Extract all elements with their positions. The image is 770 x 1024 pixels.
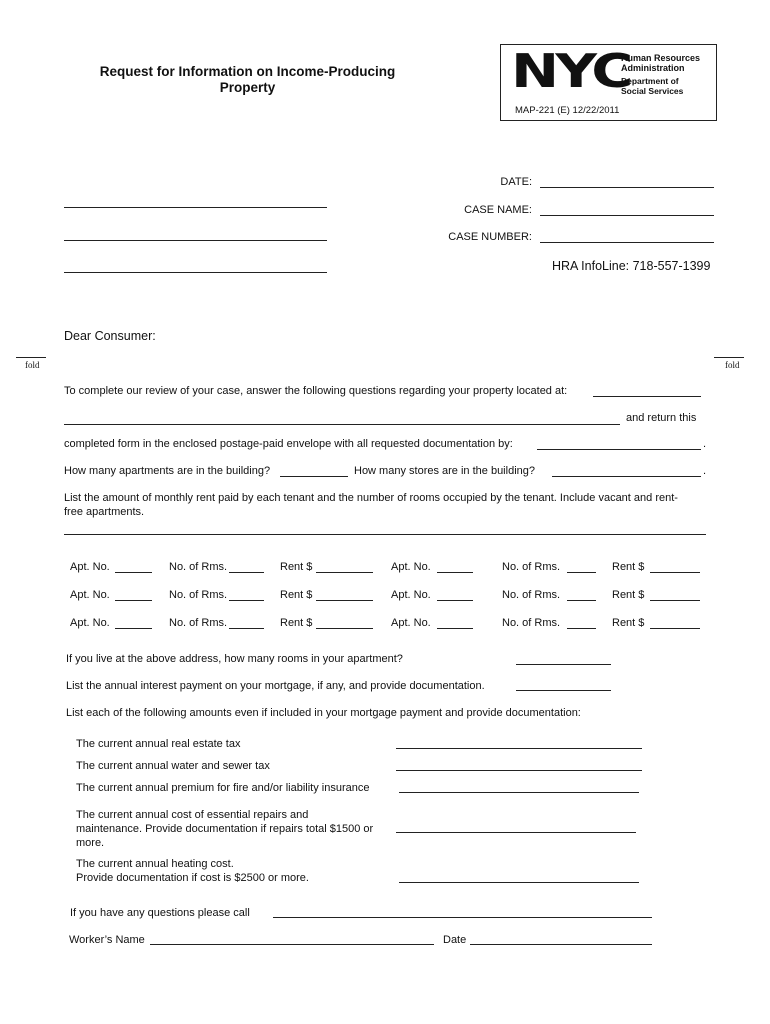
tenant-rooms-field[interactable] xyxy=(229,628,264,629)
form-code: MAP-221 (E) 12/22/2011 xyxy=(515,105,620,116)
tenant-rooms-label: No. of Rms. xyxy=(169,589,228,601)
apartments-count-field[interactable] xyxy=(280,476,348,477)
tenant-rooms-field[interactable] xyxy=(567,628,596,629)
tenant-rent-label: Rent $ xyxy=(280,617,313,629)
tenant-rent-field[interactable] xyxy=(316,628,373,629)
tenant-rent-field[interactable] xyxy=(650,572,700,573)
fold-mark-right xyxy=(714,357,744,358)
hra-logo-box xyxy=(500,44,717,121)
tenant-rooms-field[interactable] xyxy=(229,572,264,573)
fold-label-right: fold xyxy=(725,360,740,370)
heating-label-line1: The current annual heating cost. xyxy=(76,858,234,870)
rooms-if-live-field[interactable] xyxy=(516,664,611,665)
tenant-apt-no-label: Apt. No. xyxy=(70,617,110,629)
date-label: DATE: xyxy=(500,176,532,188)
tenant-rooms-label: No. of Rms. xyxy=(169,617,228,629)
water-sewer-tax-field[interactable] xyxy=(396,770,642,771)
tenant-rent-field[interactable] xyxy=(650,600,700,601)
list-instruction-line2: free apartments. xyxy=(64,506,145,518)
period-2: . xyxy=(703,465,707,477)
tenant-apt-no-label: Apt. No. xyxy=(70,589,110,601)
repairs-label-line2: maintenance. Provide documentation if repairs total $1500 or xyxy=(76,823,374,835)
case-name-field[interactable] xyxy=(540,215,714,216)
intro-text-1: To complete our review of your case, answer the following questions regarding your property located at: xyxy=(64,385,568,397)
tenant-rooms-label: No. of Rms. xyxy=(502,589,561,601)
agency-name xyxy=(621,53,700,73)
infoline-text: HRA InfoLine: 718-557-1399 xyxy=(552,259,711,273)
footer-date-label: Date xyxy=(443,934,467,946)
tenant-rent-field[interactable] xyxy=(316,572,373,573)
tenant-rent-label: Rent $ xyxy=(612,617,645,629)
tenant-apt-no-label: Apt. No. xyxy=(391,617,431,629)
agency-line2: Administration xyxy=(621,63,685,73)
water-sewer-tax-label: The current annual water and sewer tax xyxy=(76,760,270,772)
return-by-date-field[interactable] xyxy=(537,449,701,450)
tenant-apt-no-field[interactable] xyxy=(437,628,473,629)
rooms-if-live-question: If you live at the above address, how many rooms in your apartment? xyxy=(66,653,403,665)
tenant-rent-field[interactable] xyxy=(316,600,373,601)
intro-text-3: completed form in the enclosed postage-paid envelope with all requested documentation by: xyxy=(64,438,513,450)
case-name-label: CASE NAME: xyxy=(464,204,532,216)
heating-field[interactable] xyxy=(399,882,639,883)
mortgage-interest-question: List the annual interest payment on your mortgage, if any, and provide documentation. xyxy=(66,680,485,692)
tenant-rooms-label: No. of Rms. xyxy=(169,561,228,573)
stores-count-field[interactable] xyxy=(552,476,701,477)
tenant-rooms-label: No. of Rms. xyxy=(502,617,561,629)
tenant-apt-no-label: Apt. No. xyxy=(391,589,431,601)
address-line-3[interactable] xyxy=(64,272,327,273)
heating-label-line2: Provide documentation if cost is $2500 or more. xyxy=(76,872,309,884)
form-title xyxy=(70,64,425,96)
intro-text-2: and return this xyxy=(626,412,697,424)
case-number-label: CASE NUMBER: xyxy=(448,231,532,243)
tenant-rent-label: Rent $ xyxy=(280,589,313,601)
repairs-label-line3: more. xyxy=(76,837,105,849)
salutation: Dear Consumer: xyxy=(64,329,156,343)
footer-date-field[interactable] xyxy=(470,944,652,945)
case-number-field[interactable] xyxy=(540,242,714,243)
tenant-apt-no-field[interactable] xyxy=(115,628,152,629)
mortgage-interest-field[interactable] xyxy=(516,690,611,691)
form-title-line1: Request for Information on Income-Producing xyxy=(99,64,396,79)
department-line2: Social Services xyxy=(621,86,684,96)
worker-name-field[interactable] xyxy=(150,944,434,945)
property-location-field-1[interactable] xyxy=(593,396,701,397)
tenant-apt-no-field[interactable] xyxy=(437,572,473,573)
period-1: . xyxy=(703,438,707,450)
worker-name-label: Worker’s Name xyxy=(69,934,145,946)
insurance-field[interactable] xyxy=(399,792,639,793)
section-divider xyxy=(64,534,706,535)
tenant-rent-field[interactable] xyxy=(650,628,700,629)
tenant-apt-no-field[interactable] xyxy=(437,600,473,601)
insurance-label: The current annual premium for fire and/or liability insurance xyxy=(76,782,370,794)
tenant-rooms-label: No. of Rms. xyxy=(502,561,561,573)
department-line1: Department of xyxy=(621,76,679,86)
apartments-question: How many apartments are in the building? xyxy=(64,465,271,477)
address-line-2[interactable] xyxy=(64,240,327,241)
tenant-rooms-field[interactable] xyxy=(229,600,264,601)
form-title-line2: Property xyxy=(219,80,276,95)
fold-mark-left xyxy=(16,357,46,358)
tenant-rooms-field[interactable] xyxy=(567,600,596,601)
tenant-apt-no-field[interactable] xyxy=(115,572,152,573)
tenant-rent-label: Rent $ xyxy=(612,589,645,601)
repairs-label-line1: The current annual cost of essential repairs and xyxy=(76,809,309,821)
tenant-apt-no-label: Apt. No. xyxy=(391,561,431,573)
list-instruction-line1: List the amount of monthly rent paid by each tenant and the number of rooms occupied by the tenant. Include vacant and rent- xyxy=(64,492,678,504)
tenant-rooms-field[interactable] xyxy=(567,572,596,573)
address-line-1[interactable] xyxy=(64,207,327,208)
real-estate-tax-field[interactable] xyxy=(396,748,642,749)
nyc-logo: NYC xyxy=(511,44,630,98)
tenant-apt-no-field[interactable] xyxy=(115,600,152,601)
real-estate-tax-label: The current annual real estate tax xyxy=(76,738,241,750)
stores-question: How many stores are in the building? xyxy=(354,465,535,477)
questions-call-label: If you have any questions please call xyxy=(70,907,250,919)
tenant-rent-label: Rent $ xyxy=(612,561,645,573)
repairs-field[interactable] xyxy=(396,832,636,833)
department-name xyxy=(621,76,683,96)
fold-label-left: fold xyxy=(25,360,40,370)
list-amounts-instruction: List each of the following amounts even if included in your mortgage payment and provide documentation: xyxy=(66,707,581,719)
property-location-field-2[interactable] xyxy=(64,424,620,425)
tenant-apt-no-label: Apt. No. xyxy=(70,561,110,573)
agency-line1: Human Resources xyxy=(621,53,701,63)
tenant-rent-label: Rent $ xyxy=(280,561,313,573)
questions-call-field[interactable] xyxy=(273,917,652,918)
date-field[interactable] xyxy=(540,187,714,188)
